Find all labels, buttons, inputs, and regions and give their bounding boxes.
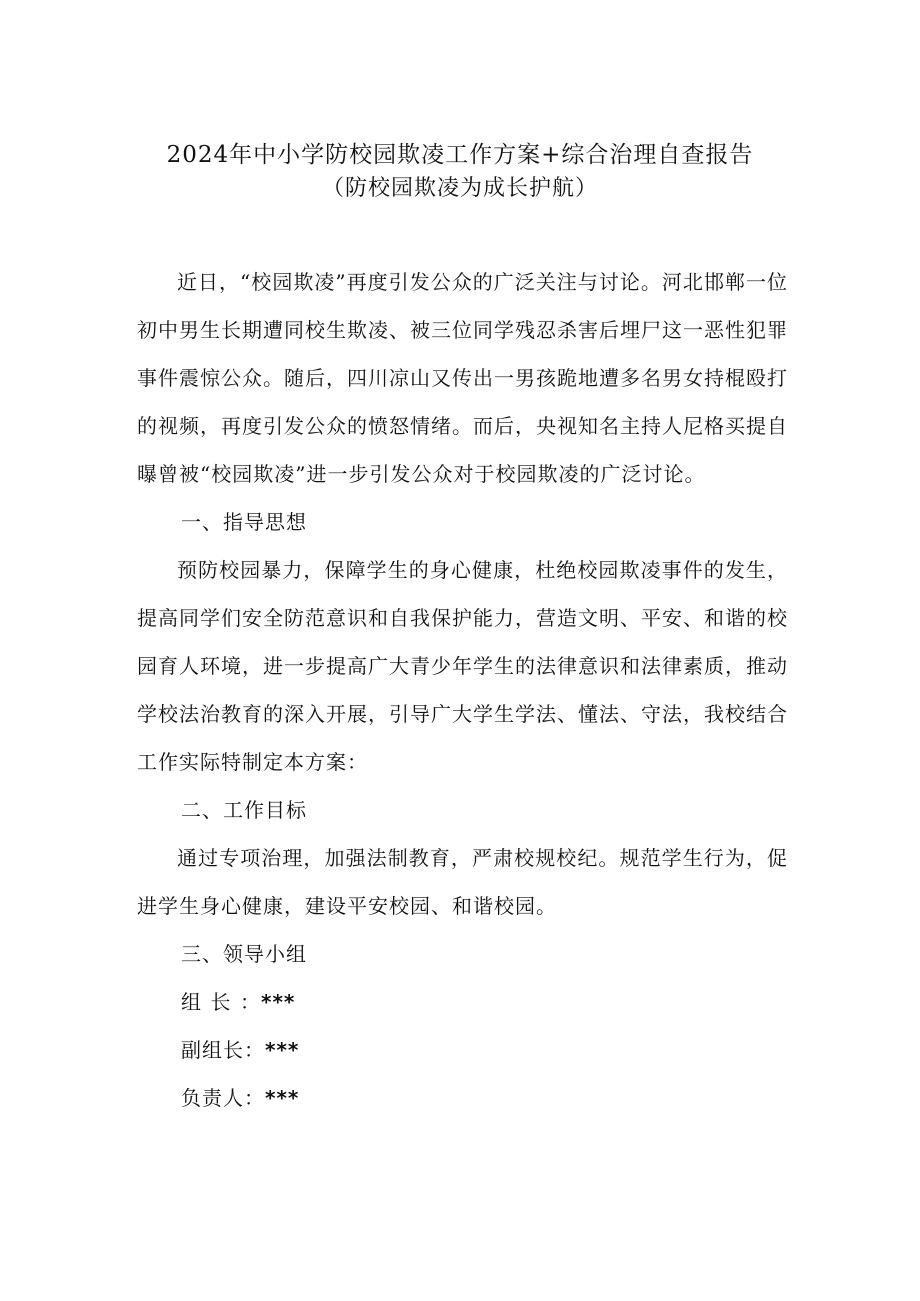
member-role-person-in-charge: 负责人： <box>181 1086 265 1110</box>
document-title: 2024年中小学防校园欺凌工作方案+综合治理自查报告 <box>166 142 754 168</box>
section-body-work-goals: 通过专项治理，加强法制教育，严肃校规校纪。规范学生行为，促进学生身心健康，建设平安校园、和谐校园。 <box>137 846 788 918</box>
member-row-leader <box>137 978 788 1026</box>
document-subtitle: （防校园欺凌为成长护航） <box>321 176 598 201</box>
section-body-guiding-ideology: 预防校园暴力，保障学生的身心健康，杜绝校园欺凌事件的发生，提高同学们安全防范意识和自我保护能力，营造文明、平安、和谐的校园育人环境，进一步提高广大青少年学生的法律意识和法律素质，推动学校法治教育的深入开展，引导广大学生学法、懂法、守法，我校结合工作实际特制定本方案： <box>137 558 788 774</box>
title-block <box>0 138 920 206</box>
member-name-deputy-leader: *** <box>265 1038 300 1062</box>
intro-paragraph: 近日，“校园欺凌”再度引发公众的广泛关注与讨论。河北邯郸一位初中男生长期遭同校生欺凌、被三位同学残忍杀害后埋尸这一恶性犯罪事件震惊公众。随后，四川凉山又传出一男孩跪地遭多名男女持棍殴打的视频，再度引发公众的愤怒情绪。而后，央视知名主持人尼格买提自曝曾被“校园欺凌”进一步引发公众对于校园欺凌的广泛讨论。 <box>137 270 788 486</box>
member-role-leader: 组长： <box>181 990 261 1014</box>
section-heading-leadership-group: 三、领导小组 <box>181 942 307 966</box>
member-row-deputy-leader <box>137 1026 788 1074</box>
section-heading-guiding-ideology: 一、指导思想 <box>181 510 307 534</box>
member-name-leader: *** <box>261 990 296 1014</box>
document-body <box>137 258 788 1122</box>
member-role-deputy-leader: 副组长： <box>181 1038 265 1062</box>
section-heading-work-goals: 二、工作目标 <box>181 798 307 822</box>
member-name-person-in-charge: *** <box>265 1086 300 1110</box>
member-row-person-in-charge <box>137 1074 788 1122</box>
